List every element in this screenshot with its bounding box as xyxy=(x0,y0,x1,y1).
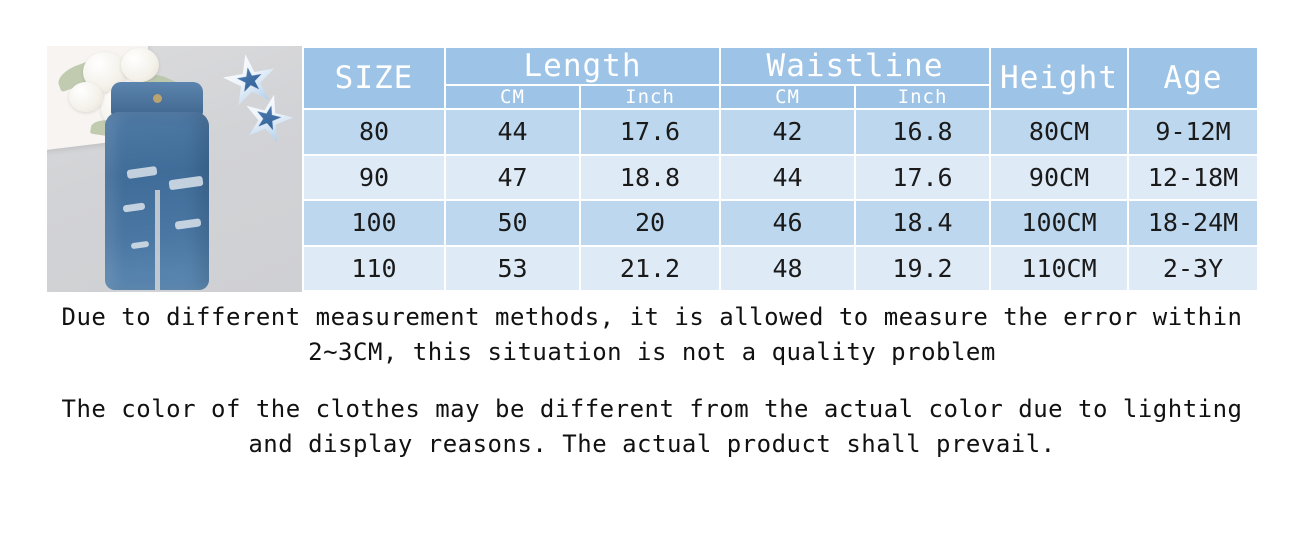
cell-height: 90CM xyxy=(990,155,1128,201)
table-row xyxy=(303,155,1258,201)
cell-length-cm: 50 xyxy=(445,200,580,246)
cell-height: 100CM xyxy=(990,200,1128,246)
cell-length-inch: 20 xyxy=(580,200,720,246)
measurement-note-line2: 2~3CM, this situation is not a quality problem xyxy=(308,338,996,366)
measurement-note xyxy=(37,300,1267,370)
header-age: Age xyxy=(1128,47,1258,109)
header-length-inch: Inch xyxy=(580,85,720,109)
color-note xyxy=(37,392,1267,462)
cell-height: 80CM xyxy=(990,109,1128,155)
color-note-line2: and display reasons. The actual product shall prevail. xyxy=(248,430,1056,458)
cell-size: 80 xyxy=(303,109,445,155)
size-table xyxy=(302,46,1259,292)
table-row xyxy=(303,246,1258,292)
chart-top-area xyxy=(47,46,1257,292)
cell-waist-inch: 17.6 xyxy=(855,155,990,201)
cell-waist-inch: 19.2 xyxy=(855,246,990,292)
product-photo xyxy=(47,46,302,292)
cell-size: 110 xyxy=(303,246,445,292)
cell-length-cm: 47 xyxy=(445,155,580,201)
jeans-button-icon xyxy=(153,94,162,103)
header-height: Height xyxy=(990,47,1128,109)
jeans-rip xyxy=(123,203,146,213)
flower-icon xyxy=(121,48,159,82)
cell-age: 2-3Y xyxy=(1128,246,1258,292)
cell-size: 100 xyxy=(303,200,445,246)
star-inner-icon xyxy=(252,102,284,134)
cell-length-inch: 18.8 xyxy=(580,155,720,201)
cell-waist-inch: 16.8 xyxy=(855,109,990,155)
cell-waist-cm: 44 xyxy=(720,155,855,201)
cell-age: 9-12M xyxy=(1128,109,1258,155)
measurement-note-line1: Due to different measurement methods, it is allowed to measure the error within xyxy=(61,303,1243,331)
cell-waist-inch: 18.4 xyxy=(855,200,990,246)
jeans-rip xyxy=(175,218,202,230)
table-header-row-1 xyxy=(303,47,1258,85)
header-length-cm: CM xyxy=(445,85,580,109)
color-note-line1: The color of the clothes may be different from the actual color due to lighting xyxy=(61,395,1243,423)
cell-length-inch: 17.6 xyxy=(580,109,720,155)
cell-size: 90 xyxy=(303,155,445,201)
cell-length-inch: 21.2 xyxy=(580,246,720,292)
table-row xyxy=(303,109,1258,155)
jeans-rip xyxy=(127,166,158,179)
table-row xyxy=(303,200,1258,246)
jeans-illustration xyxy=(95,82,221,290)
cell-waist-cm: 48 xyxy=(720,246,855,292)
header-waistline: Waistline xyxy=(720,47,990,85)
star-inner-icon xyxy=(235,65,265,95)
cell-waist-cm: 42 xyxy=(720,109,855,155)
header-size: SIZE xyxy=(303,47,445,109)
jeans-rip xyxy=(131,241,150,249)
header-waist-cm: CM xyxy=(720,85,855,109)
header-length: Length xyxy=(445,47,720,85)
jeans-legs xyxy=(105,112,209,290)
cell-length-cm: 44 xyxy=(445,109,580,155)
jeans-rip xyxy=(168,176,203,191)
jeans-leg-gap xyxy=(155,190,160,290)
cell-length-cm: 53 xyxy=(445,246,580,292)
cell-age: 18-24M xyxy=(1128,200,1258,246)
cell-age: 12-18M xyxy=(1128,155,1258,201)
cell-height: 110CM xyxy=(990,246,1128,292)
header-waist-inch: Inch xyxy=(855,85,990,109)
cell-waist-cm: 46 xyxy=(720,200,855,246)
notes-section xyxy=(0,300,1304,462)
